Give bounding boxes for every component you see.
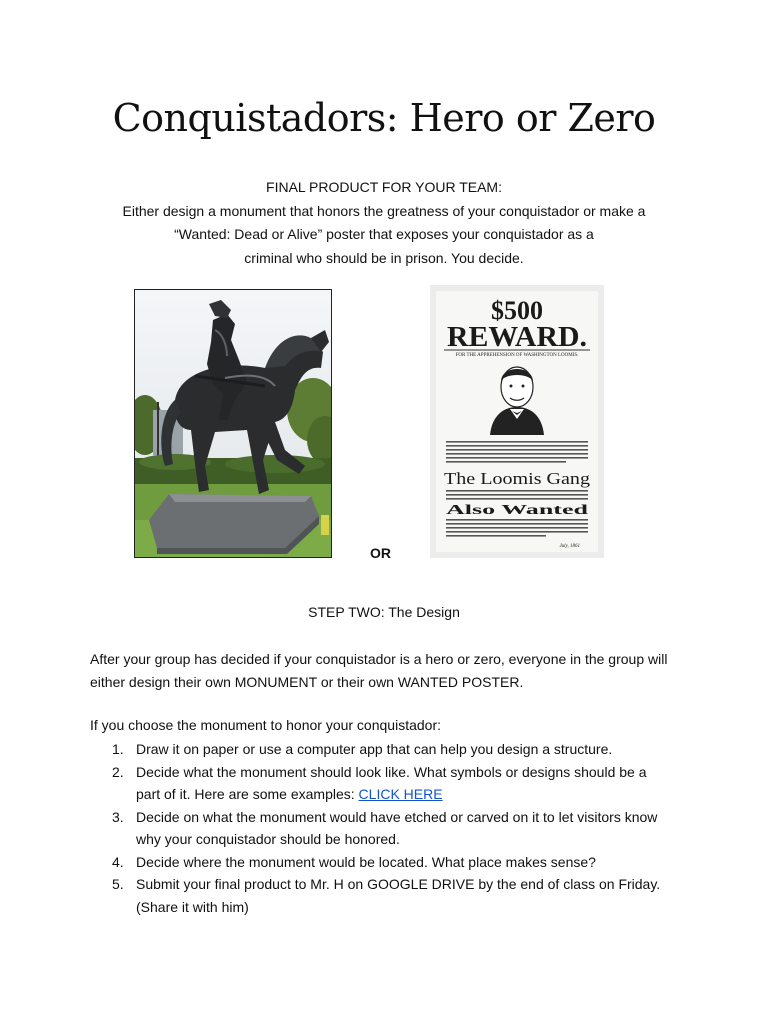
- list-number: 4.: [112, 853, 124, 870]
- click-here-link[interactable]: CLICK HERE: [358, 786, 443, 802]
- list-intro: If you choose the monument to honor your conquistador:: [90, 717, 441, 733]
- list-item-text: Decide where the monument would be located. What place makes sense?: [136, 853, 596, 870]
- intro-block: [80, 176, 688, 270]
- intro-line-1: FINAL PRODUCT FOR YOUR TEAM:: [266, 179, 502, 195]
- or-label: OR: [370, 545, 391, 561]
- section-heading: STEP TWO: The Design: [308, 604, 460, 620]
- intro-line-3: “Wanted: Dead or Alive” poster that exposes your conquistador as a: [174, 226, 594, 242]
- instruction-paragraph: [90, 648, 690, 693]
- poster-also-wanted: Also Wanted: [446, 503, 589, 518]
- list-number: 3.: [112, 808, 124, 825]
- list-item: [90, 738, 690, 761]
- list-item: [90, 761, 690, 806]
- list-item-text-2: why your conquistador should be honored.: [136, 831, 400, 847]
- list-item: [90, 806, 690, 851]
- equestrian-statue-icon: [135, 290, 331, 557]
- list-item-text: Draw it on paper or use a computer app that can help you design a structure.: [136, 741, 613, 757]
- wanted-poster-icon: [430, 285, 604, 558]
- list-item-text-2: [136, 783, 690, 806]
- statue-image: [134, 289, 332, 558]
- list-item-text: Submit your final product to Mr. H on GOOGLE DRIVE by the end of class on Friday.: [136, 876, 661, 892]
- paragraph-line-1: After your group has decided if your conquistador is a hero or zero, everyone in the group will: [90, 651, 668, 667]
- list-item: [90, 851, 690, 874]
- poster-date: July, 1861: [559, 544, 580, 549]
- list-item-text: Decide on what the monument would have etched or carved on it to let visitors know: [136, 808, 658, 825]
- list-item-text-pre: part of it. Here are some examples:: [136, 786, 359, 802]
- list-item: [90, 873, 690, 918]
- intro-line-4: criminal who should be in prison. You decide.: [244, 249, 524, 266]
- list-number: 5.: [112, 876, 124, 892]
- poster-reward: REWARD.: [447, 322, 587, 353]
- intro-line-2: Either design a monument that honors the greatness of your conquistador or make a: [122, 202, 646, 219]
- poster-gang: The Loomis Gang: [444, 469, 591, 488]
- list-item-text: Decide what the monument should look like. What symbols or designs should be a: [136, 763, 647, 780]
- paragraph-line-2: either design their own MONUMENT or their own WANTED POSTER.: [90, 673, 524, 690]
- list-item-text-2: (Share it with him): [136, 898, 249, 915]
- list-number: 1.: [112, 741, 124, 757]
- steps-list: [90, 738, 690, 918]
- poster-price: $500: [491, 296, 543, 325]
- reward-poster-image: [430, 285, 604, 558]
- poster-subtitle: FOR THE APPREHENSION OF WASHINGTON LOOMIS.: [455, 353, 579, 358]
- list-number: 2.: [112, 763, 124, 780]
- page-title: Conquistadors: Hero or Zero: [112, 96, 656, 140]
